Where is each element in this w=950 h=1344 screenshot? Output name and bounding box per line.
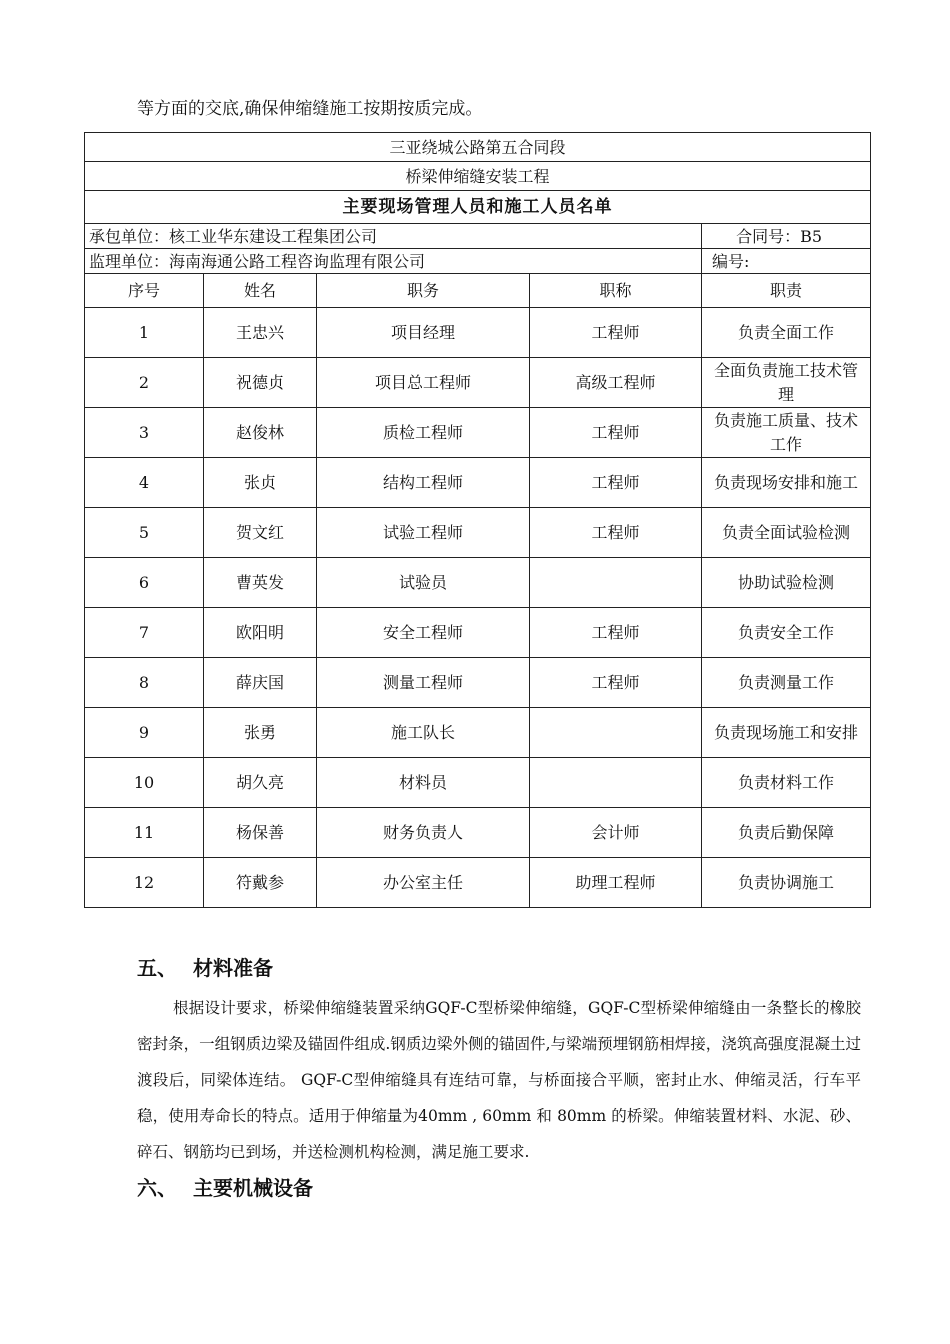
row-number: 3 bbox=[85, 408, 204, 458]
section6-heading bbox=[137, 1172, 313, 1201]
section5-heading bbox=[137, 952, 273, 981]
table-row bbox=[85, 308, 871, 358]
table-row bbox=[85, 708, 871, 758]
duty-cell: 负责施工质量、技术工作 bbox=[702, 408, 871, 458]
duty-cell: 负责协调施工 bbox=[702, 858, 871, 908]
title-cell: 助理工程师 bbox=[530, 858, 702, 908]
row-number: 12 bbox=[85, 858, 204, 908]
title-cell: 工程师 bbox=[530, 658, 702, 708]
title-cell: 会计师 bbox=[530, 808, 702, 858]
duty-cell: 负责安全工作 bbox=[702, 608, 871, 658]
work-name: 桥梁伸缩缝安装工程 bbox=[85, 162, 871, 191]
person-name: 赵俊林 bbox=[204, 408, 317, 458]
title-cell: 工程师 bbox=[530, 308, 702, 358]
title-cell: 工程师 bbox=[530, 608, 702, 658]
person-name: 符戴参 bbox=[204, 858, 317, 908]
duty-cell: 负责测量工作 bbox=[702, 658, 871, 708]
header-name: 姓名 bbox=[204, 274, 317, 308]
post-cell: 试验员 bbox=[317, 558, 530, 608]
section6-number: 六、 bbox=[137, 1176, 177, 1200]
person-name: 曹英发 bbox=[204, 558, 317, 608]
table-row bbox=[85, 858, 871, 908]
row-number: 8 bbox=[85, 658, 204, 708]
post-cell: 项目总工程师 bbox=[317, 358, 530, 408]
personnel-table bbox=[84, 132, 871, 908]
title-cell: 工程师 bbox=[530, 458, 702, 508]
duty-cell: 协助试验检测 bbox=[702, 558, 871, 608]
duty-cell: 负责全面试验检测 bbox=[702, 508, 871, 558]
row-number: 11 bbox=[85, 808, 204, 858]
title-cell: 工程师 bbox=[530, 508, 702, 558]
table-title: 主要现场管理人员和施工人员名单 bbox=[85, 191, 871, 224]
post-cell: 财务负责人 bbox=[317, 808, 530, 858]
title-cell: 高级工程师 bbox=[530, 358, 702, 408]
header-no: 序号 bbox=[85, 274, 204, 308]
duty-cell: 负责全面工作 bbox=[702, 308, 871, 358]
table-row bbox=[85, 608, 871, 658]
title-cell: 工程师 bbox=[530, 408, 702, 458]
person-name: 张勇 bbox=[204, 708, 317, 758]
header-post: 职务 bbox=[317, 274, 530, 308]
section5-number: 五、 bbox=[137, 956, 177, 980]
post-cell: 结构工程师 bbox=[317, 458, 530, 508]
post-cell: 试验工程师 bbox=[317, 508, 530, 558]
duty-cell: 负责材料工作 bbox=[702, 758, 871, 808]
row-number: 10 bbox=[85, 758, 204, 808]
post-cell: 安全工程师 bbox=[317, 608, 530, 658]
person-name: 胡久亮 bbox=[204, 758, 317, 808]
post-cell: 质检工程师 bbox=[317, 408, 530, 458]
post-cell: 材料员 bbox=[317, 758, 530, 808]
section5-title: 材料准备 bbox=[193, 956, 273, 980]
row-number: 5 bbox=[85, 508, 204, 558]
serial-no-label: 编号: bbox=[702, 249, 871, 274]
person-name: 张贞 bbox=[204, 458, 317, 508]
contractor-cell bbox=[85, 224, 702, 249]
table-row bbox=[85, 558, 871, 608]
table-row bbox=[85, 508, 871, 558]
title-cell bbox=[530, 758, 702, 808]
header-title: 职称 bbox=[530, 274, 702, 308]
row-number: 9 bbox=[85, 708, 204, 758]
supervisor: 监理单位：海南海通公路工程咨询监理有限公司 bbox=[85, 249, 702, 274]
row-number: 7 bbox=[85, 608, 204, 658]
title-cell bbox=[530, 558, 702, 608]
title-cell bbox=[530, 708, 702, 758]
contractor-text: 承包单位：核工业华东建设工程集团公司 bbox=[89, 226, 378, 246]
table-row bbox=[85, 658, 871, 708]
intro-text: 等方面的交底,确保伸缩缝施工按期按质完成。 bbox=[137, 99, 483, 119]
project-name: 三亚绕城公路第五合同段 bbox=[85, 133, 871, 162]
post-cell: 办公室主任 bbox=[317, 858, 530, 908]
person-name: 祝德贞 bbox=[204, 358, 317, 408]
post-cell: 施工队长 bbox=[317, 708, 530, 758]
table-row bbox=[85, 808, 871, 858]
post-cell: 项目经理 bbox=[317, 308, 530, 358]
person-name: 薛庆国 bbox=[204, 658, 317, 708]
contract-no: 合同号：B5 bbox=[702, 224, 871, 249]
table-row bbox=[85, 458, 871, 508]
duty-cell: 负责现场安排和施工 bbox=[702, 458, 871, 508]
duty-cell: 负责后勤保障 bbox=[702, 808, 871, 858]
table-row bbox=[85, 358, 871, 408]
person-name: 杨保善 bbox=[204, 808, 317, 858]
person-name: 王忠兴 bbox=[204, 308, 317, 358]
table-row bbox=[85, 408, 871, 458]
section6-title: 主要机械设备 bbox=[193, 1176, 313, 1200]
row-number: 6 bbox=[85, 558, 204, 608]
person-name: 贺文红 bbox=[204, 508, 317, 558]
row-number: 4 bbox=[85, 458, 204, 508]
row-number: 1 bbox=[85, 308, 204, 358]
row-number: 2 bbox=[85, 358, 204, 408]
section5-paragraph: 根据设计要求，桥梁伸缩缝装置采纳GQF-C型桥梁伸缩缝，GQF-C型桥梁伸缩缝由一条整长的橡胶密封条，一组钢质边梁及锚固件组成.钢质边梁外侧的锚固件,与梁端预埋钢筋相焊接，浇筑高强度混凝土过渡段后，同梁体连结。 GQF-C型伸缩缝具有连结可靠，与桥面接合平顺，密封止水、伸缩灵活，行车平稳，使用寿命长的特点。适用于伸缩量为40mm , 60mm 和 80mm 的桥梁。伸缩装置材料、水泥、砂、碎石、钢筋均已到场，并送检测机构检测，满足施工要求. bbox=[137, 999, 861, 1161]
person-name: 欧阳明 bbox=[204, 608, 317, 658]
header-duty: 职责 bbox=[702, 274, 871, 308]
table-row bbox=[85, 758, 871, 808]
duty-cell: 负责现场施工和安排 bbox=[702, 708, 871, 758]
duty-cell: 全面负责施工技术管理 bbox=[702, 358, 871, 408]
post-cell: 测量工程师 bbox=[317, 658, 530, 708]
